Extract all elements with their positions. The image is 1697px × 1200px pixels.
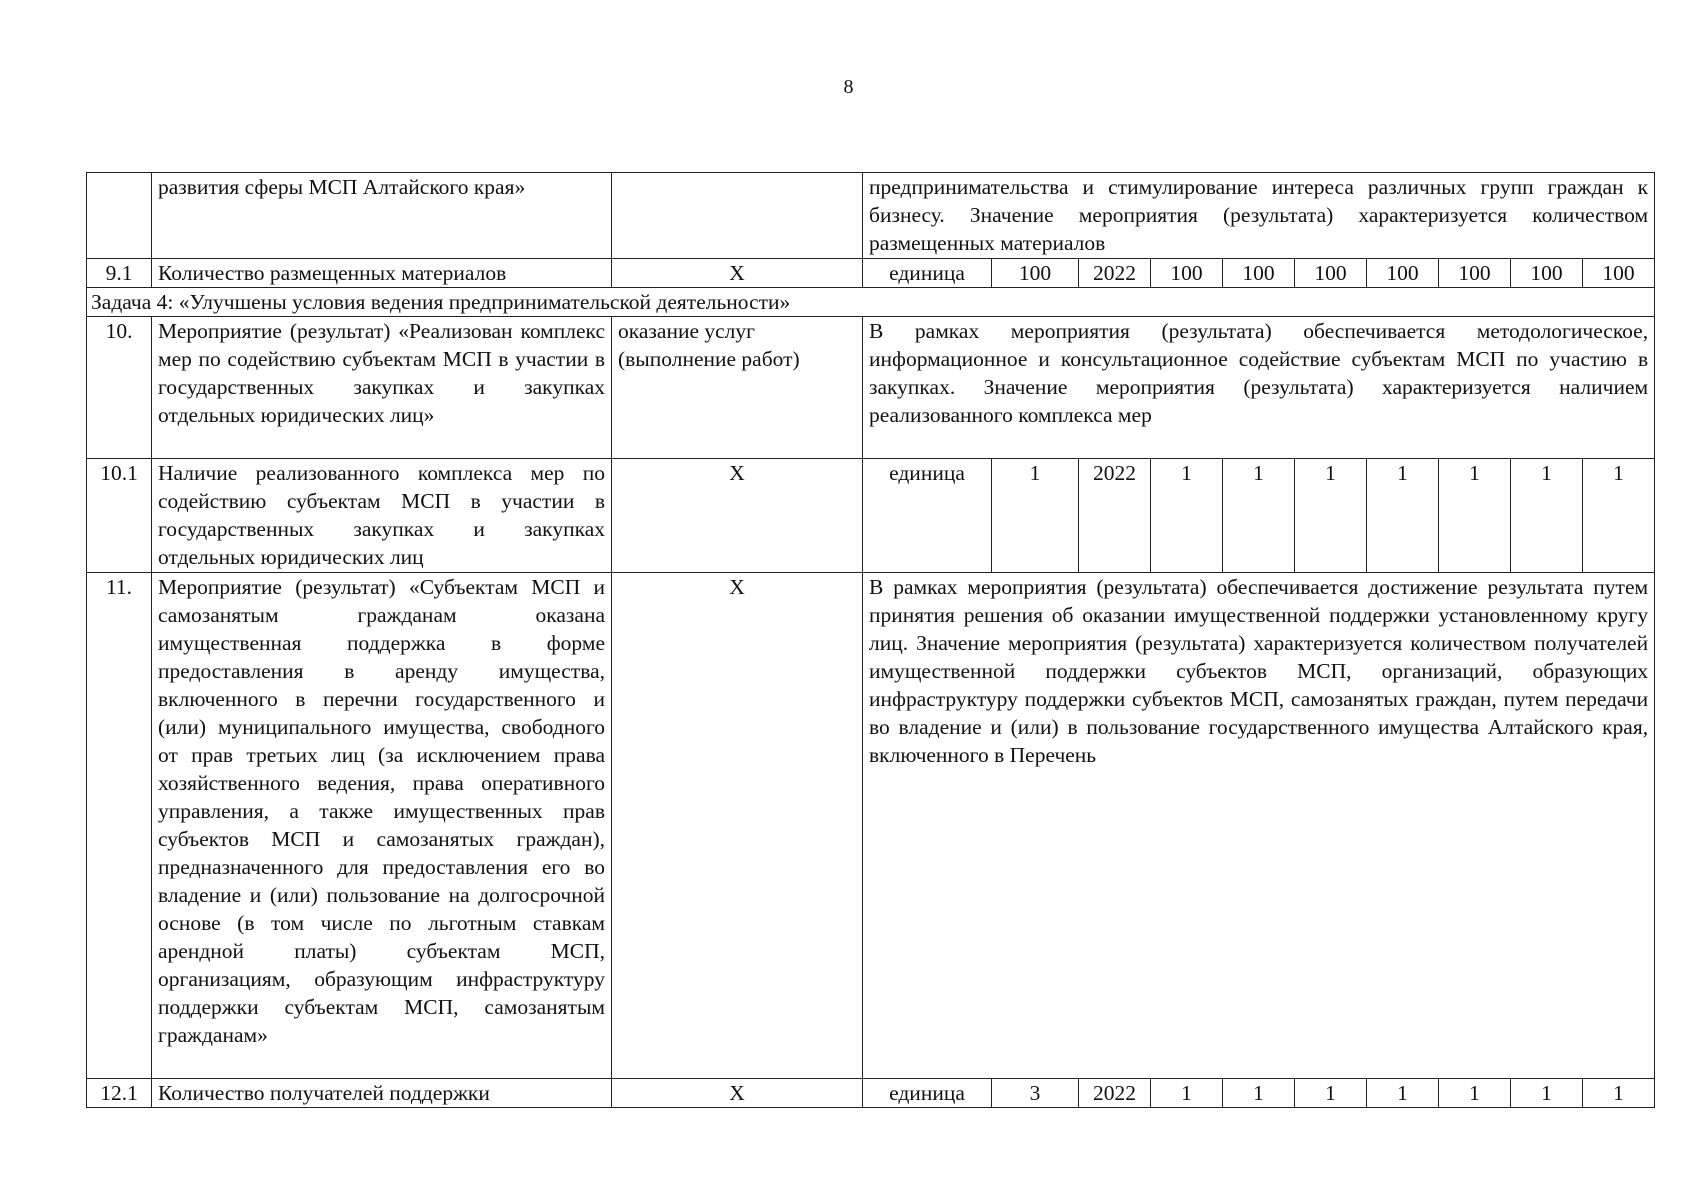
cell-num: 12.1 <box>87 1079 152 1108</box>
cell-num: 9.1 <box>87 259 152 288</box>
cell-value: 1 <box>1295 1079 1367 1108</box>
cell-unit: единица <box>863 459 992 573</box>
cell-unit: единица <box>863 259 992 288</box>
cell-value: 1 <box>1223 1079 1295 1108</box>
cell-name: Мероприятие (результат) «Реализован комплекс мер по содействию субъектам МСП в участии в государственных закупках и закупках отдельных юридических лиц» <box>152 317 612 459</box>
table-row-task-4 <box>87 288 1655 317</box>
cell-value: 100 <box>1583 259 1655 288</box>
cell-value: 100 <box>1151 259 1223 288</box>
cell-value: 1 <box>1223 459 1295 573</box>
cell-type <box>612 173 863 259</box>
cell-value: 1 <box>1151 459 1223 573</box>
cell-base-year: 2022 <box>1079 1079 1151 1108</box>
cell-num: 11. <box>87 573 152 1079</box>
cell-value: 1 <box>1367 1079 1439 1108</box>
cell-base-value: 3 <box>992 1079 1079 1108</box>
cell-type: оказание услуг (выполнение работ) <box>612 317 863 459</box>
cell-value: 1 <box>1511 1079 1583 1108</box>
program-table <box>86 172 1655 1108</box>
table-row-11 <box>87 573 1655 1079</box>
cell-description: предпринимательства и стимулирование интереса различных групп граждан к бизнесу. Значение мероприятия (результата) характеризуется количеством размещенных материалов <box>863 173 1655 259</box>
cell-value: 1 <box>1583 459 1655 573</box>
cell-value: 100 <box>1367 259 1439 288</box>
cell-num <box>87 173 152 259</box>
cell-value: 1 <box>1511 459 1583 573</box>
cell-value: 1 <box>1295 459 1367 573</box>
table-row-10 <box>87 317 1655 459</box>
cell-type: X <box>612 1079 863 1108</box>
table-row-9-1 <box>87 259 1655 288</box>
table-row-continuation <box>87 173 1655 259</box>
cell-value: 100 <box>1511 259 1583 288</box>
page-number: 8 <box>843 76 854 98</box>
cell-value: 100 <box>1223 259 1295 288</box>
cell-type: X <box>612 259 863 288</box>
cell-value: 1 <box>1439 1079 1511 1108</box>
cell-value: 100 <box>1295 259 1367 288</box>
cell-value: 1 <box>1151 1079 1223 1108</box>
cell-value: 1 <box>1583 1079 1655 1108</box>
cell-type: X <box>612 573 863 1079</box>
cell-name: Количество получателей поддержки <box>152 1079 612 1108</box>
cell-base-year: 2022 <box>1079 259 1151 288</box>
cell-name: развития сферы МСП Алтайского края» <box>152 173 612 259</box>
cell-type: X <box>612 459 863 573</box>
table-row-12-1 <box>87 1079 1655 1108</box>
table-row-10-1 <box>87 459 1655 573</box>
cell-value: 1 <box>1439 459 1511 573</box>
task-heading: Задача 4: «Улучшены условия ведения предпринимательской деятельности» <box>87 288 1655 317</box>
cell-description: В рамках мероприятия (результата) обеспечивается методологическое, информационное и консультационное содействие субъектам МСП по участию в закупках. Значение мероприятия (результата) характеризуется наличием реализованного комплекса мер <box>863 317 1655 459</box>
cell-base-value: 100 <box>992 259 1079 288</box>
cell-name: Наличие реализованного комплекса мер по содействию субъектам МСП в участии в государственных закупках и закупках отдельных юридических лиц <box>152 459 612 573</box>
cell-value: 100 <box>1439 259 1511 288</box>
cell-num: 10. <box>87 317 152 459</box>
cell-description: В рамках мероприятия (результата) обеспечивается достижение результата путем принятия решения об оказании имущественной поддержки установленному кругу лиц. Значение мероприятия (результата) характеризуется количеством получателей имущественной поддержки субъектов МСП, организаций, образующих инфраструктуру поддержки субъектов МСП, самозанятых граждан, путем передачи во владение и (или) в пользование государственного имущества Алтайского края, включенного в Перечень <box>863 573 1655 1079</box>
cell-base-value: 1 <box>992 459 1079 573</box>
cell-name: Мероприятие (результат) «Субъектам МСП и самозанятым гражданам оказана имущественная поддержка в форме предоставления в аренду имущества, включенного в перечни государственного и (или) муниципального имущества, свободного от прав третьих лиц (за исключением права хозяйственного ведения, права оперативного управления, а также имущественных прав субъектов МСП и самозанятых граждан), предназначенного для предоставления его во владение и (или) пользование на долгосрочной основе (в том числе по льготным ставкам арендной платы) субъектам МСП, организациям, образующим инфраструктуру поддержки субъектам МСП, самозанятым гражданам» <box>152 573 612 1079</box>
cell-base-year: 2022 <box>1079 459 1151 573</box>
cell-num: 10.1 <box>87 459 152 573</box>
cell-unit: единица <box>863 1079 992 1108</box>
cell-name: Количество размещенных материалов <box>152 259 612 288</box>
cell-value: 1 <box>1367 459 1439 573</box>
